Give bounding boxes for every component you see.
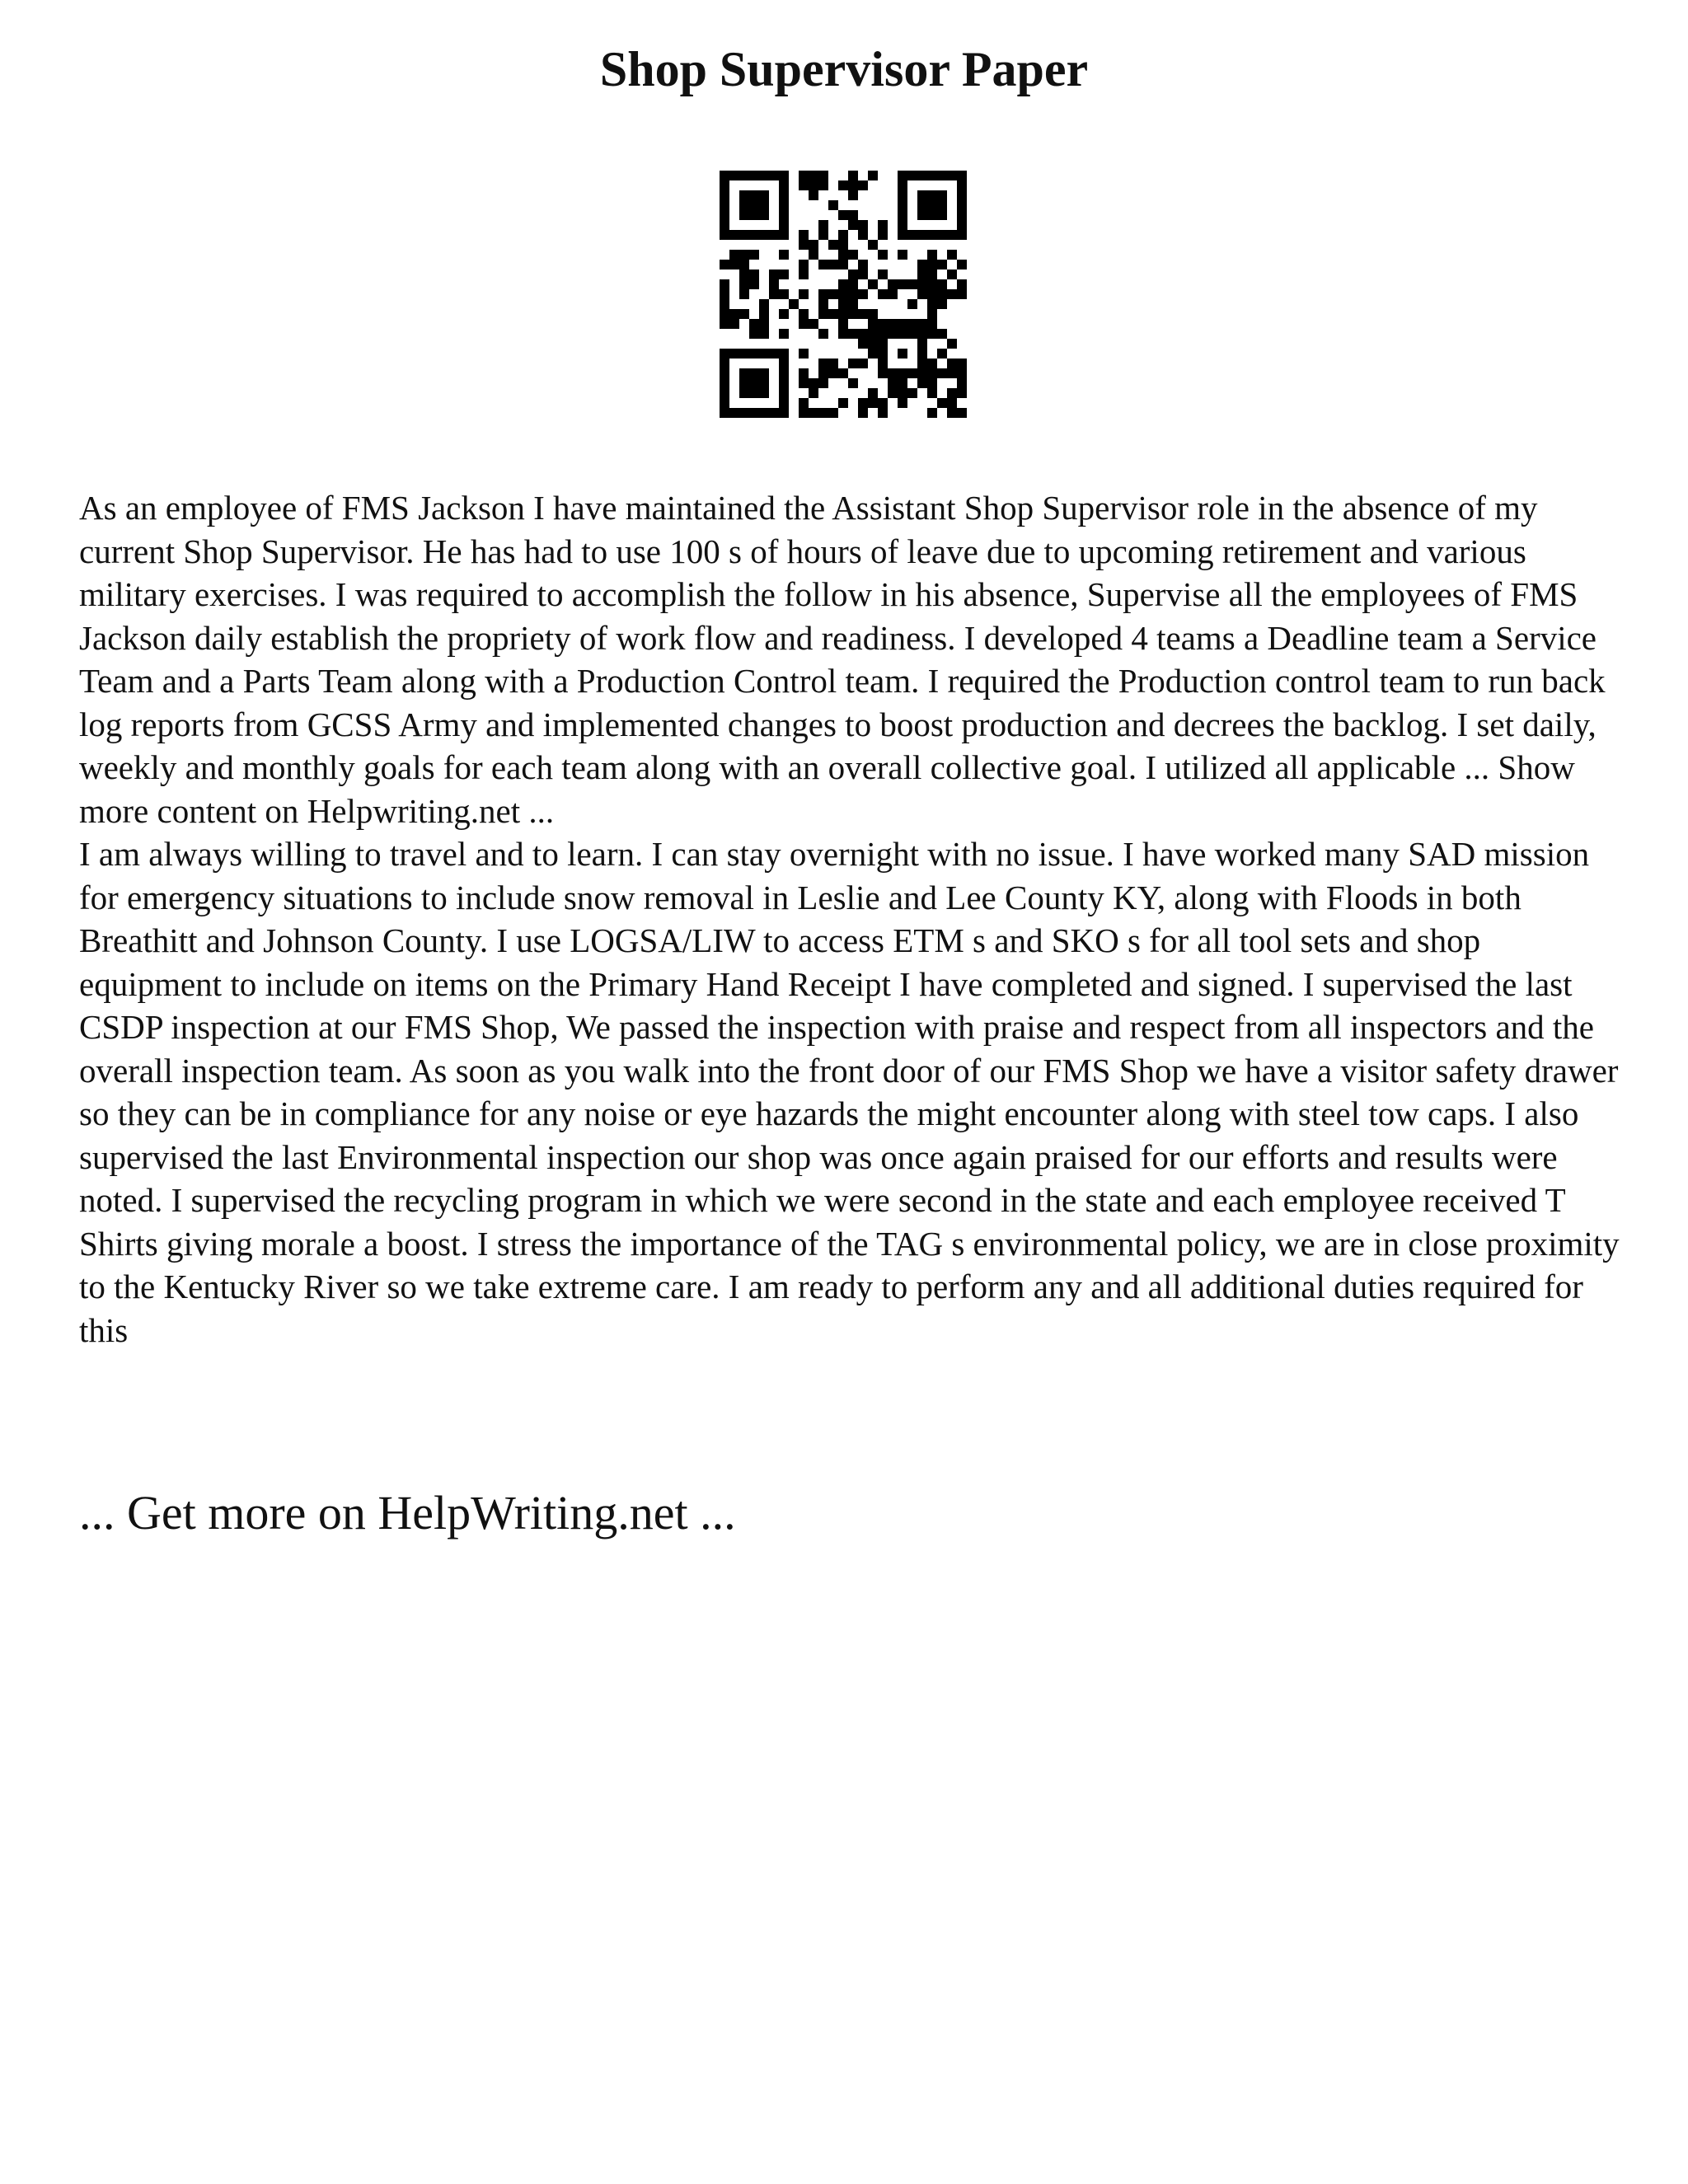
paragraph-2: I am always willing to travel and to learn. I can stay overnight with no issue. I have worked many SAD mission for emergency situations to include snow removal in Leslie and Lee County KY, along with Floods in both Breathitt and Johnson County. I use LOGSA/LIW to access ETM s and SKO s for all tool sets and shop equipment to include on items on the Primary Hand Receipt I have completed and signed. I supervised the last CSDP inspection at our FMS Shop, We passed the inspection with praise and respect from all inspectors and the overall inspection team. As soon as you walk into the front door of our FMS Shop we have a visitor safety drawer so they can be in compliance for any noise or eye hazards the might encounter along with steel tow caps. I also supervised the last Environmental inspection our shop was once again praised for our efforts and results were noted. I supervised the recycling program in which we were second in the state and each employee received T Shirts giving morale a boost. I stress the importance of the TAG s environmental policy, we are in close proximity to the Kentucky River so we take extreme care. I am ready to perform any and all additional duties required for this	[79, 835, 1620, 1349]
qr-code-icon	[720, 171, 967, 418]
article-body	[79, 486, 1620, 1352]
paragraph-1: As an employee of FMS Jackson I have maintained the Assistant Shop Supervisor role in the absence of my current Shop Supervisor. He has had to use 100 s of hours of leave due to upcoming retirement and various military exercises. I was required to accomplish the follow in his absence, Supervise all the employees of FMS Jackson daily establish the propriety of work flow and readiness. I developed 4 teams a Deadline team a Service Team and a Parts Team along with a Production Control team. I required the Production control team to run back log reports from GCSS Army and implemented changes to boost production and decrees the backlog. I set daily, weekly and monthly goals for each team along with an overall collective goal. I utilized all applicable ... Show more content on Helpwriting.net ...	[79, 489, 1606, 830]
get-more-link[interactable]: ... Get more on HelpWriting.net ...	[79, 1486, 736, 1540]
page-title: Shop Supervisor Paper	[599, 42, 1089, 96]
